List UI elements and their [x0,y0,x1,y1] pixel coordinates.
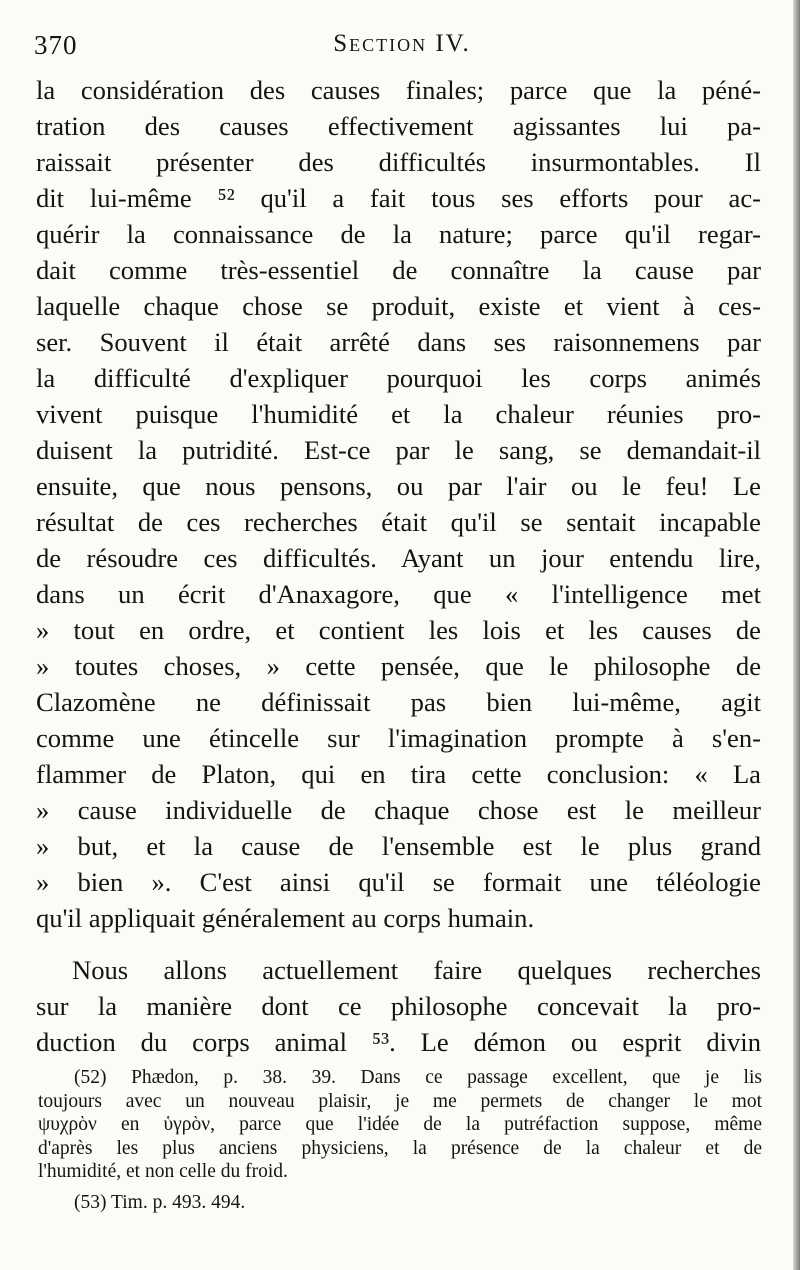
footnote-53: (53) Tim. p. 493. 494. [74,1191,246,1213]
text-line: » but, et la cause de l'ensemble est le plus grand [36,831,761,861]
text-line: tration des causes effectivement agissantes lui pa- [36,111,761,141]
text-line: quérir la connaissance de la nature; parce qu'il regar- [36,219,761,249]
text-line: ser. Souvent il était arrêté dans ses raisonnemens par [36,327,761,357]
scan-edge-shadow [793,0,800,1270]
text-line: de résoudre ces difficultés. Ayant un jour entendu lire, [36,543,761,573]
text-line: sur la manière dont ce philosophe concevait la pro- [36,991,761,1021]
footnote-line: (52) Phædon, p. 38. 39. Dans ce passage excellent, que je lis [74,1067,762,1088]
text-line: duction du corps animal ⁵³. Le démon ou esprit divin [36,1027,761,1057]
text-line: » toutes choses, » cette pensée, que le philosophe de [36,651,761,681]
footnotes [38,1066,762,1214]
footnote-line: ψυχρὸν en ὑγρὸν, parce que l'idée de la putréfaction suppose, même [38,1114,762,1135]
text-line: comme une étincelle sur l'imagination prompte à s'en- [36,723,761,753]
footnote-line: d'après les plus anciens physiciens, la présence de la chaleur et de [38,1137,762,1159]
text-line: » cause individuelle de chaque chose est le meilleur [36,795,761,825]
paragraph-2 [36,952,761,1060]
page-header [34,30,770,64]
page-number: 370 [34,30,78,60]
text-line: » bien ». C'est ainsi qu'il se formait une téléologie [36,867,761,897]
text-line: la considération des causes finales; parce que la péné- [36,75,761,105]
running-head: Section IV. [333,30,471,57]
footnote-line: toujours avec un nouveau plaisir, je me permets de changer le mot [38,1090,762,1112]
text-line: ensuite, que nous pensons, ou par l'air ou le feu! Le [36,471,761,501]
text-line: dait comme très-essentiel de connaître la cause par [36,255,761,285]
text-line: vivent puisque l'humidité et la chaleur réunies pro- [36,399,761,429]
text-line: Nous allons actuellement faire quelques recherches [72,955,761,985]
text-line: dit lui-même ⁵² qu'il a fait tous ses efforts pour ac- [36,183,761,213]
text-line: flammer de Platon, qui en tira cette conclusion: « La [36,759,761,789]
text-line: qu'il appliquait généralement au corps humain. [36,903,535,933]
text-line: résultat de ces recherches était qu'il se sentait incapable [36,507,761,537]
text-line: Clazomène ne définissait pas bien lui-même, agit [36,687,761,717]
footnote-line: l'humidité, et non celle du froid. [38,1161,288,1182]
text-line: la difficulté d'expliquer pourquoi les corps animés [36,363,761,393]
text-line: raissait présenter des difficultés insurmontables. Il [36,147,761,177]
text-line: duisent la putridité. Est-ce par le sang, se demandait-il [36,435,761,465]
text-line: » tout en ordre, et contient les lois et les causes de [36,615,761,645]
text-line: dans un écrit d'Anaxagore, que « l'intelligence met [36,579,761,609]
paragraph-1 [36,72,761,936]
body-text [36,72,761,1060]
footnote-52 [38,1066,762,1184]
text-line: laquelle chaque chose se produit, existe et vient à ces- [36,291,761,321]
paragraph-gap [36,936,761,952]
